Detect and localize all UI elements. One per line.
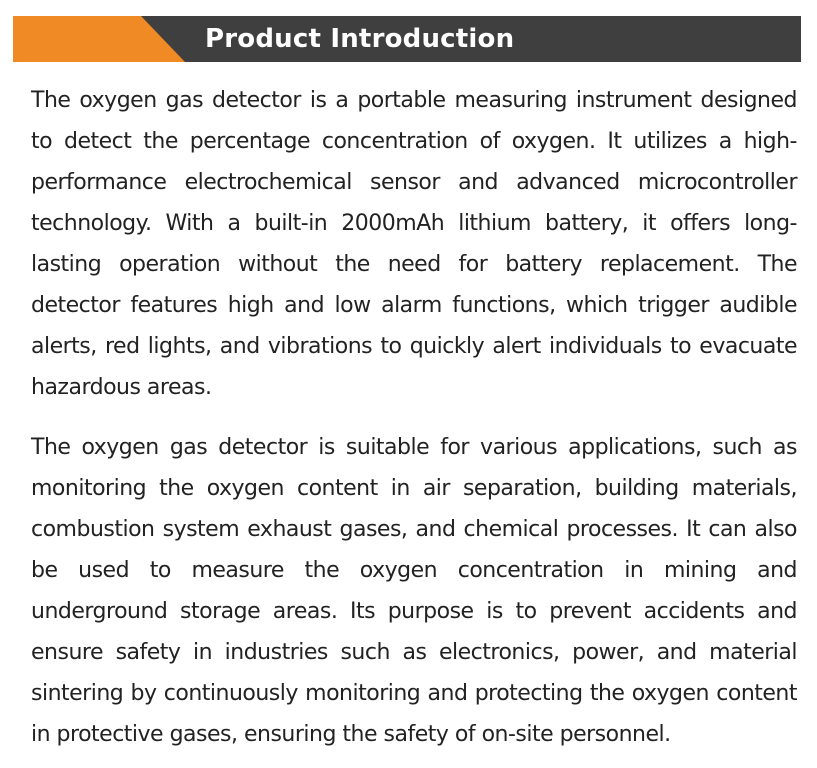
section-header-bar (13, 16, 801, 62)
intro-paragraph-1: The oxygen gas detector is a portable measuring instrument designed to detect the percentage concentration of oxygen. It utilizes a high-performance electrochemical sensor and advanced microcontroller technology. With a built-in 2000mAh lithium battery, it offers long-lasting operation without the need for battery replacement. The detector features high and low alarm functions, which trigger audible alerts, red lights, and vibrations to quickly alert individuals to evacuate hazardous areas. (31, 88, 797, 400)
product-introduction-content (31, 80, 797, 755)
intro-paragraph-2: The oxygen gas detector is suitable for various applications, such as monitoring the oxygen content in air separation, building materials, combustion system exhaust gases, and chemical processes. It can also be used to measure the oxygen concentration in mining and underground storage areas. Its purpose is to prevent accidents and ensure safety in industries such as electronics, power, and material sintering by continuously monitoring and protecting the oxygen content in protective gases, ensuring the safety of on-site personnel. (31, 435, 797, 747)
section-title: Product Introduction (205, 24, 515, 54)
header-accent-stripe (13, 16, 185, 62)
